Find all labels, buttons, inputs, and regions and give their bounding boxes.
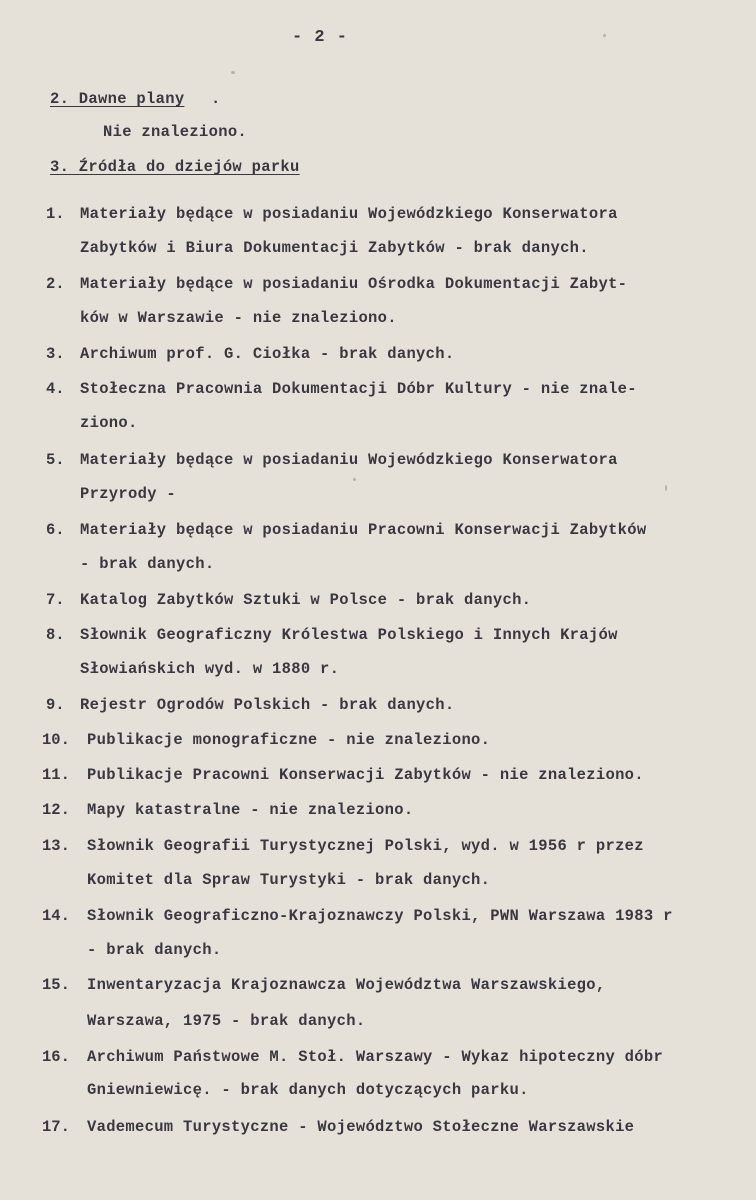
list-item-text-line: Inwentaryzacja Krajoznawcza Województwa Warszawskiego, xyxy=(87,976,606,994)
list-item-text-line: Materiały będące w posiadaniu Ośrodka Dokumentacji Zabyt- xyxy=(80,275,628,293)
list-item-text-line: Materiały będące w posiadaniu Pracowni Konserwacji Zabytków xyxy=(80,521,647,539)
list-item-text-line: Zabytków i Biura Dokumentacji Zabytków - brak danych. xyxy=(80,239,589,257)
section-2-heading-suffix: . xyxy=(211,90,221,108)
list-item-number: 6. xyxy=(46,521,65,539)
list-item-text-line: Słowiańskich wyd. w 1880 r. xyxy=(80,660,340,678)
list-item-number: 13. xyxy=(42,837,70,855)
list-item-number: 1. xyxy=(46,205,65,223)
list-item-number: 7. xyxy=(46,591,65,609)
section-2-heading xyxy=(50,90,184,108)
list-item-text-line: Publikacje monograficzne - nie znaleziono. xyxy=(87,731,491,749)
section-3-heading: 3. Źródła do dziejów parku xyxy=(50,158,300,176)
list-item-number: 4. xyxy=(46,380,65,398)
list-item-text-line: Mapy katastralne - nie znaleziono. xyxy=(87,801,414,819)
list-item-number: 9. xyxy=(46,696,65,714)
paper-speck xyxy=(665,485,667,491)
list-item-text-line: Słownik Geograficzny Królestwa Polskiego i Innych Krajów xyxy=(80,626,618,644)
list-item-text-line: ziono. xyxy=(80,414,138,432)
list-item-number: 17. xyxy=(42,1118,70,1136)
list-item-text-line: Komitet dla Spraw Turystyki - brak danych. xyxy=(87,871,491,889)
list-item-text-line: ków w Warszawie - nie znaleziono. xyxy=(80,309,397,327)
list-item-number: 14. xyxy=(42,907,70,925)
list-item-number: 2. xyxy=(46,275,65,293)
list-item-number: 10. xyxy=(42,731,70,749)
list-item-text-line: Rejestr Ogrodów Polskich - brak danych. xyxy=(80,696,455,714)
list-item-number: 5. xyxy=(46,451,65,469)
list-item-text-line: Katalog Zabytków Sztuki w Polsce - brak danych. xyxy=(80,591,532,609)
list-item-number: 11. xyxy=(42,766,70,784)
list-item-text-line: - brak danych. xyxy=(80,555,215,573)
list-item-text-line: Vademecum Turystyczne - Województwo Stołeczne Warszawskie xyxy=(87,1118,635,1136)
section-2-heading-text: 2. Dawne plany xyxy=(50,90,185,108)
list-item-text-line: Materiały będące w posiadaniu Wojewódzkiego Konserwatora xyxy=(80,205,618,223)
list-item-text-line: Publikacje Pracowni Konserwacji Zabytków - nie znaleziono. xyxy=(87,766,644,784)
paper-speck xyxy=(231,71,235,74)
list-item-number: 15. xyxy=(42,976,70,994)
section-2-note: Nie znaleziono. xyxy=(103,123,248,141)
list-item-number: 3. xyxy=(46,345,65,363)
paper-speck xyxy=(603,34,606,37)
list-item-number: 8. xyxy=(46,626,65,644)
list-item-number: 12. xyxy=(42,801,70,819)
list-item-text-line: Słownik Geograficzno-Krajoznawczy Polski, PWN Warszawa 1983 r xyxy=(87,907,673,925)
list-item-text-line: Archiwum Państwowe M. Stoł. Warszawy - Wykaz hipoteczny dóbr xyxy=(87,1048,664,1066)
list-item-text-line: Materiały będące w posiadaniu Wojewódzkiego Konserwatora xyxy=(80,451,618,469)
paper-speck xyxy=(353,478,356,481)
page-number: - 2 - xyxy=(292,28,349,47)
list-item-text-line: Archiwum prof. G. Ciołka - brak danych. xyxy=(80,345,455,363)
list-item-text-line: Gniewniewicę. - brak danych dotyczących parku. xyxy=(87,1081,529,1099)
list-item-number: 16. xyxy=(42,1048,70,1066)
list-item-text-line: Przyrody - xyxy=(80,485,177,503)
list-item-text-line: Słownik Geografii Turystycznej Polski, wyd. w 1956 r przez xyxy=(87,837,644,855)
list-item-text-line: Stołeczna Pracownia Dokumentacji Dóbr Kultury - nie znale- xyxy=(80,380,637,398)
list-item-text-line: Warszawa, 1975 - brak danych. xyxy=(87,1012,366,1030)
list-item-text-line: - brak danych. xyxy=(87,941,222,959)
